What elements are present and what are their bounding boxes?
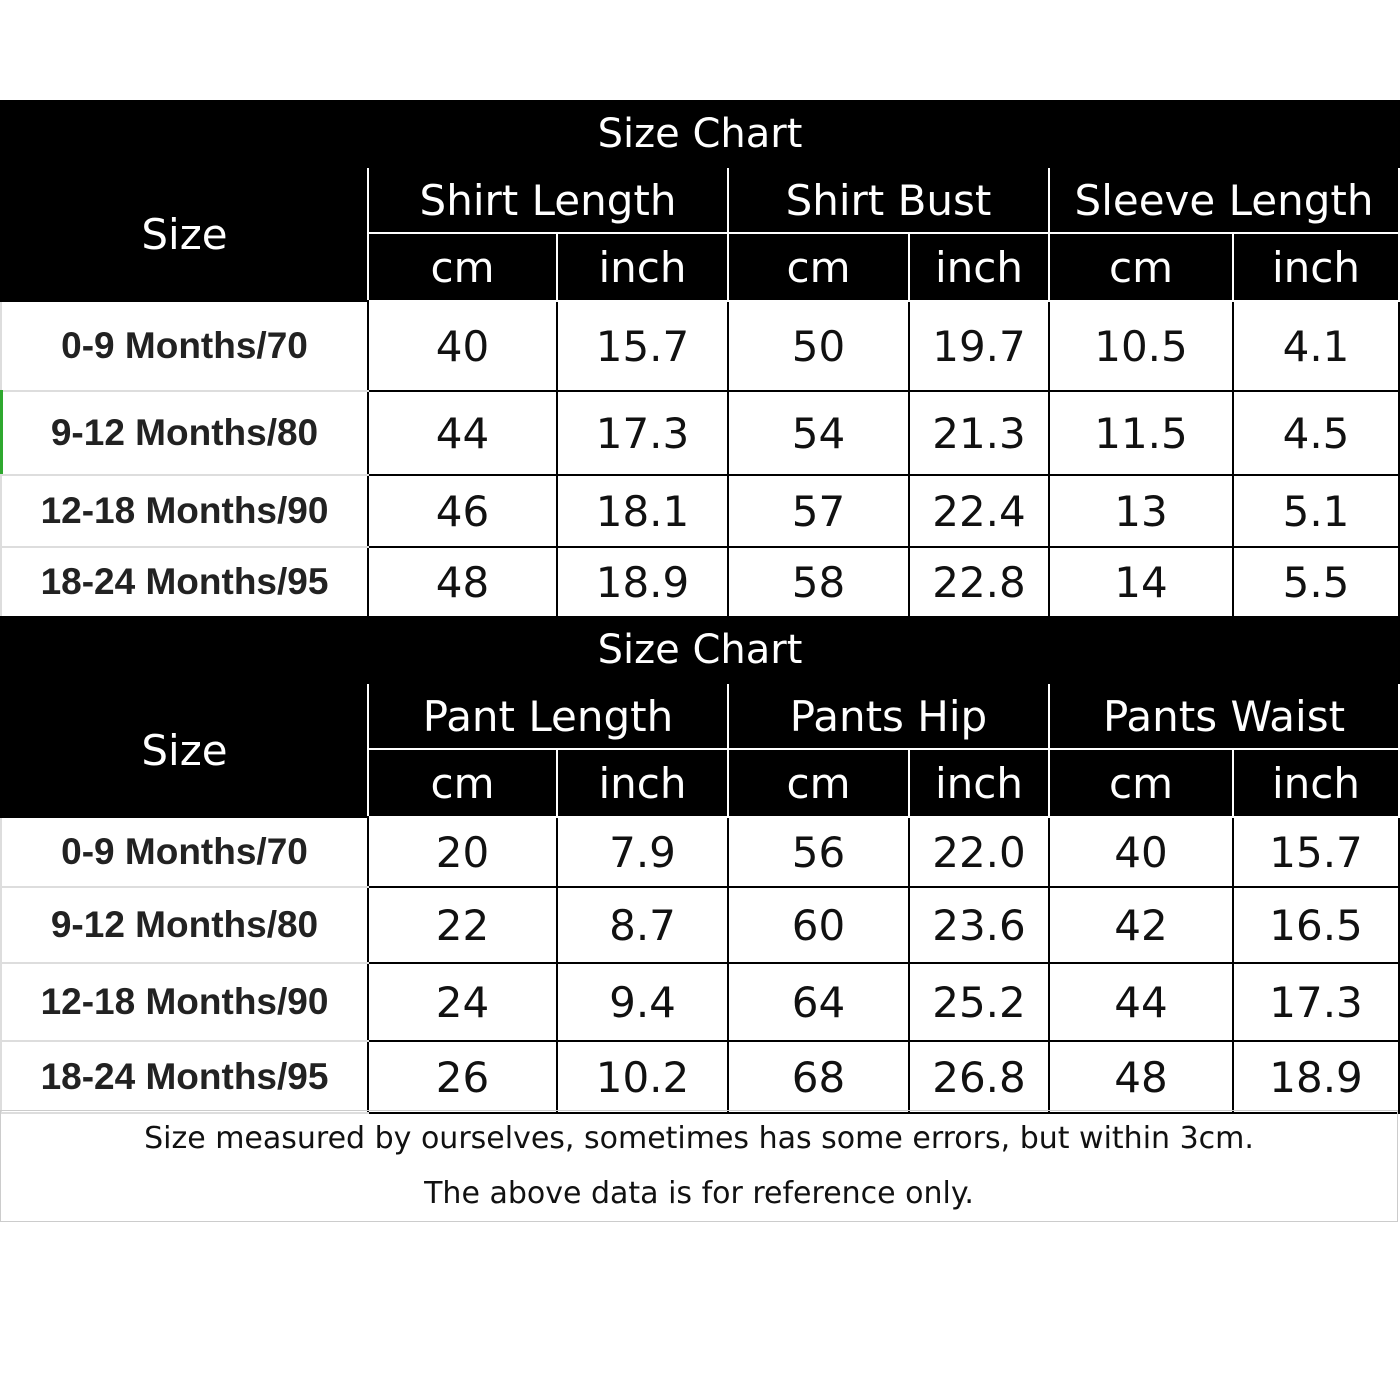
table-cell: 5.5 <box>1233 547 1399 617</box>
table-cell: 48 <box>1049 1041 1233 1113</box>
table-cell: 18.9 <box>1233 1041 1399 1113</box>
shirt-size-table <box>0 100 1400 618</box>
group-header-sleeve-length: Sleeve Length <box>1049 167 1399 233</box>
table-cell: 42 <box>1049 887 1233 963</box>
table-cell: 44 <box>1049 963 1233 1041</box>
table-cell: 58 <box>728 547 909 617</box>
table-cell: 24 <box>368 963 557 1041</box>
group-header-pants-waist: Pants Waist <box>1049 683 1399 749</box>
table-cell: 15.7 <box>1233 817 1399 887</box>
table-row <box>1 887 1399 963</box>
table-cell: 22 <box>368 887 557 963</box>
accent-mark <box>0 390 3 474</box>
table-row <box>1 475 1399 547</box>
table-row <box>1 301 1399 391</box>
unit-header: inch <box>1233 233 1399 301</box>
table-cell: 25.2 <box>909 963 1049 1041</box>
table-cell: 16.5 <box>1233 887 1399 963</box>
unit-header: cm <box>728 233 909 301</box>
unit-header: cm <box>1049 749 1233 817</box>
table-cell: 54 <box>728 391 909 475</box>
group-header-shirt-length: Shirt Length <box>368 167 728 233</box>
table-cell: 60 <box>728 887 909 963</box>
table-cell: 18.9 <box>557 547 728 617</box>
table-cell: 26.8 <box>909 1041 1049 1113</box>
size-label: 18-24 Months/95 <box>1 1041 368 1113</box>
table-cell: 46 <box>368 475 557 547</box>
table-cell: 57 <box>728 475 909 547</box>
size-label: 12-18 Months/90 <box>1 475 368 547</box>
unit-header: cm <box>368 233 557 301</box>
table-cell: 21.3 <box>909 391 1049 475</box>
table-cell: 18.1 <box>557 475 728 547</box>
size-label: 12-18 Months/90 <box>1 963 368 1041</box>
unit-header: cm <box>368 749 557 817</box>
unit-header: inch <box>1233 749 1399 817</box>
size-label: 0-9 Months/70 <box>1 301 368 391</box>
size-column-header: Size <box>1 683 368 817</box>
size-label: 18-24 Months/95 <box>1 547 368 617</box>
table-cell: 5.1 <box>1233 475 1399 547</box>
table-cell: 56 <box>728 817 909 887</box>
table-row <box>1 391 1399 475</box>
table-cell: 50 <box>728 301 909 391</box>
table-cell: 48 <box>368 547 557 617</box>
table-title: Size Chart <box>1 617 1399 683</box>
unit-header: inch <box>557 233 728 301</box>
group-header-pant-length: Pant Length <box>368 683 728 749</box>
size-label: 0-9 Months/70 <box>1 817 368 887</box>
table-cell: 26 <box>368 1041 557 1113</box>
unit-header: cm <box>1049 233 1233 301</box>
table-cell: 4.5 <box>1233 391 1399 475</box>
size-label: 9-12 Months/80 <box>1 391 368 475</box>
size-column-header: Size <box>1 167 368 301</box>
unit-header: inch <box>557 749 728 817</box>
table-cell: 22.0 <box>909 817 1049 887</box>
footnote <box>0 1110 1398 1222</box>
table-cell: 40 <box>1049 817 1233 887</box>
table-cell: 22.8 <box>909 547 1049 617</box>
group-header-shirt-bust: Shirt Bust <box>728 167 1049 233</box>
table-cell: 15.7 <box>557 301 728 391</box>
table-row <box>1 963 1399 1041</box>
table-title: Size Chart <box>1 101 1399 167</box>
table-row <box>1 1041 1399 1113</box>
table-row <box>1 817 1399 887</box>
table-cell: 7.9 <box>557 817 728 887</box>
table-cell: 4.1 <box>1233 301 1399 391</box>
table-cell: 13 <box>1049 475 1233 547</box>
unit-header: inch <box>909 749 1049 817</box>
table-row <box>1 547 1399 617</box>
footnote-line: Size measured by ourselves, sometimes has some errors, but within 3cm. <box>144 1121 1254 1156</box>
footnote-line: The above data is for reference only. <box>424 1176 974 1211</box>
table-cell: 23.6 <box>909 887 1049 963</box>
table-cell: 40 <box>368 301 557 391</box>
table-cell: 64 <box>728 963 909 1041</box>
table-cell: 9.4 <box>557 963 728 1041</box>
table-cell: 68 <box>728 1041 909 1113</box>
table-cell: 8.7 <box>557 887 728 963</box>
table-cell: 10.5 <box>1049 301 1233 391</box>
pants-size-table <box>0 616 1400 1114</box>
table-cell: 17.3 <box>1233 963 1399 1041</box>
table-cell: 10.2 <box>557 1041 728 1113</box>
table-cell: 19.7 <box>909 301 1049 391</box>
table-cell: 14 <box>1049 547 1233 617</box>
table-cell: 22.4 <box>909 475 1049 547</box>
size-label: 9-12 Months/80 <box>1 887 368 963</box>
table-cell: 17.3 <box>557 391 728 475</box>
unit-header: inch <box>909 233 1049 301</box>
unit-header: cm <box>728 749 909 817</box>
group-header-pants-hip: Pants Hip <box>728 683 1049 749</box>
table-cell: 44 <box>368 391 557 475</box>
table-cell: 11.5 <box>1049 391 1233 475</box>
table-cell: 20 <box>368 817 557 887</box>
